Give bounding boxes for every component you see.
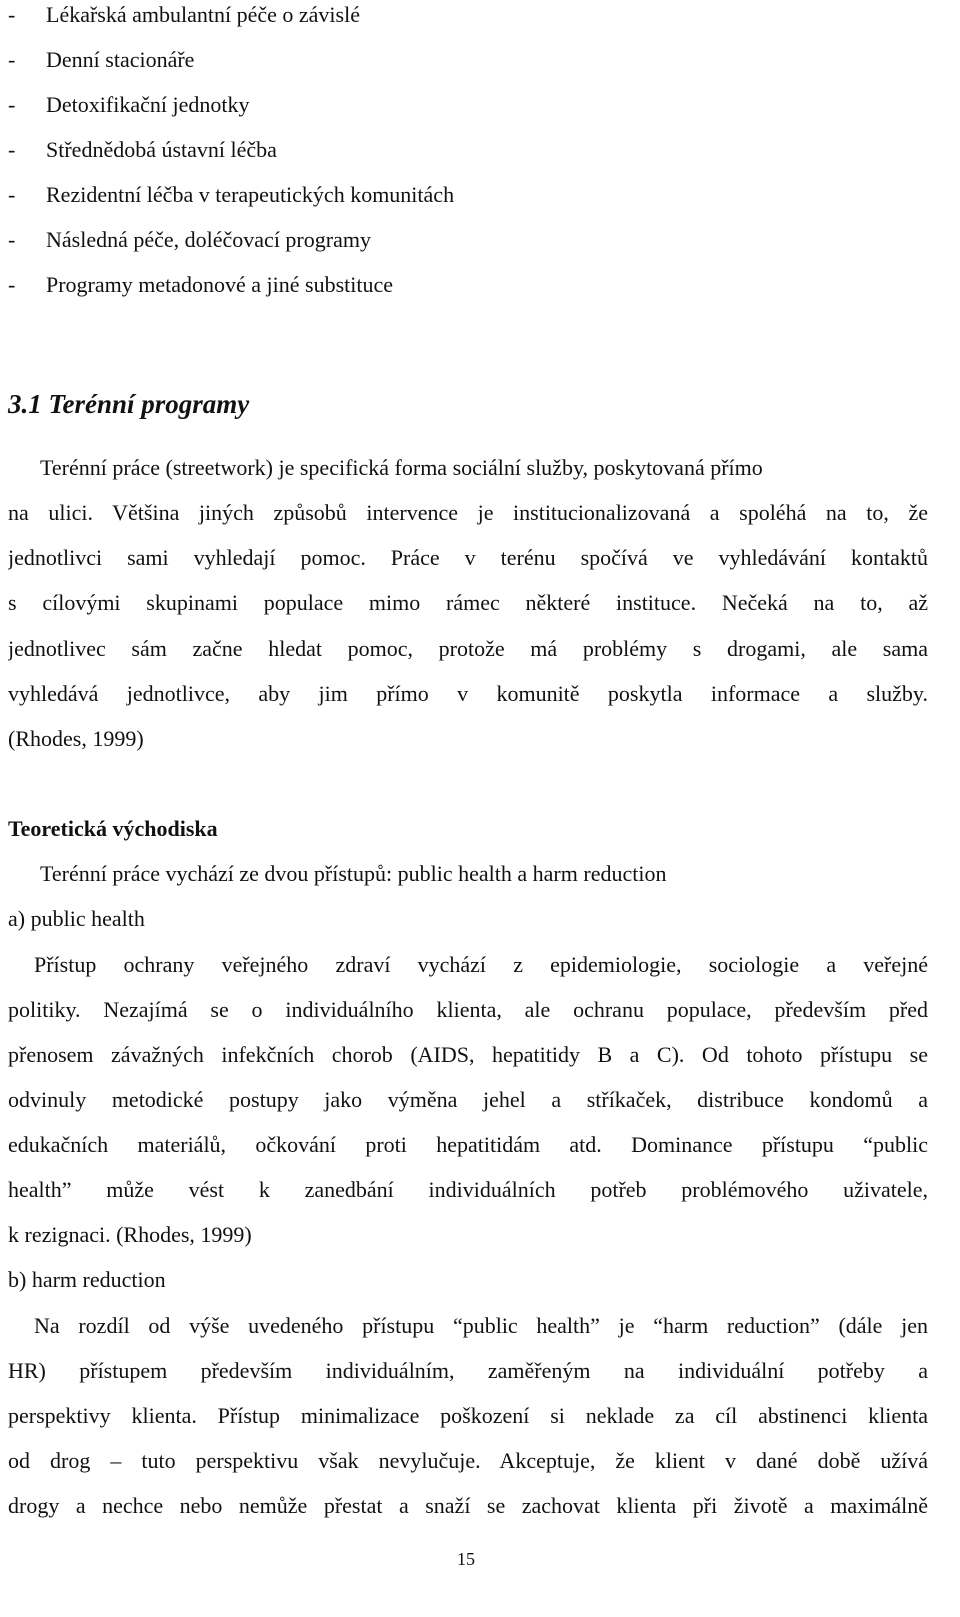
paragraph-line: Přístup ochrany veřejného zdraví vychází z epidemiologie, sociologie a veřejné: [34, 952, 928, 977]
paragraph-line: přenosem závažných infekčních chorob (AIDS, hepatitidy B a C). Od tohoto přístupu se: [8, 1042, 928, 1067]
paragraph-line: na ulici. Většina jiných způsobů intervence je institucionalizovaná a spoléhá na to, že: [8, 500, 928, 525]
page-number: 15: [457, 1549, 475, 1569]
subheading: Teoretická východiska: [8, 816, 218, 841]
list-item: - Programy metadonové a jiné substituce: [8, 272, 394, 297]
paragraph-line: health” může vést k zanedbání individuálních potřeb problémového uživatele,: [8, 1177, 928, 1202]
paragraph-line: Terénní práce vychází ze dvou přístupů: public health a harm reduction: [40, 861, 667, 886]
paragraph-line: jednotlivec sám začne hledat pomoc, protože má problémy s drogami, ale sama: [8, 636, 928, 661]
paragraph-line: vyhledává jednotlivce, aby jim přímo v komunitě poskytla informace a služby.: [8, 681, 928, 706]
paragraph-line: jednotlivci sami vyhledají pomoc. Práce v terénu spočívá ve vyhledávání kontaktů: [8, 545, 928, 570]
list-item: - Detoxifikační jednotky: [8, 92, 250, 117]
paragraph-line: politiky. Nezajímá se o individuálního klienta, ale ochranu populace, především před: [8, 997, 928, 1022]
list-label: b) harm reduction: [8, 1267, 166, 1292]
list-label: a) public health: [8, 906, 145, 931]
paragraph-line: Terénní práce (streetwork) je specifická forma sociální služby, poskytovaná přímo: [40, 455, 763, 480]
treatment-types-list: [8, 0, 454, 315]
list-item: - Lékařská ambulantní péče o závislé: [8, 2, 360, 27]
paragraph-line: s cílovými skupinami populace mimo rámec některé instituce. Nečeká na to, až: [8, 590, 928, 615]
paragraph-line: od drog – tuto perspektivu však nevylučuje. Akceptuje, že klient v dané době užívá: [8, 1448, 928, 1473]
paragraph-line: drogy a nechce nebo nemůže přestat a snaží se zachovat klienta při životě a maximálně: [8, 1493, 928, 1518]
paragraph-line: odvinuly metodické postupy jako výměna jehel a stříkaček, distribuce kondomů a: [8, 1087, 928, 1112]
paragraph-line: Na rozdíl od výše uvedeného přístupu “public health” je “harm reduction” (dále jen: [34, 1313, 928, 1338]
list-item: - Střednědobá ústavní léčba: [8, 137, 277, 162]
list-item: - Rezidentní léčba v terapeutických komunitách: [8, 182, 455, 207]
section-heading: 3.1 Terénní programy: [8, 389, 250, 419]
citation-line: k rezignaci. (Rhodes, 1999): [8, 1222, 252, 1247]
paragraph-line: edukačních materiálů, očkování proti hepatitidám atd. Dominance přístupu “public: [8, 1132, 928, 1157]
paragraph-line: perspektivy klienta. Přístup minimalizace poškození si neklade za cíl abstinenci klienta: [8, 1403, 928, 1428]
list-item: - Následná péče, doléčovací programy: [8, 227, 371, 252]
list-item: - Denní stacionáře: [8, 47, 195, 72]
citation-line: (Rhodes, 1999): [8, 726, 144, 751]
paragraph-line: HR) přístupem především individuálním, zaměřeným na individuální potřeby a: [8, 1358, 928, 1383]
